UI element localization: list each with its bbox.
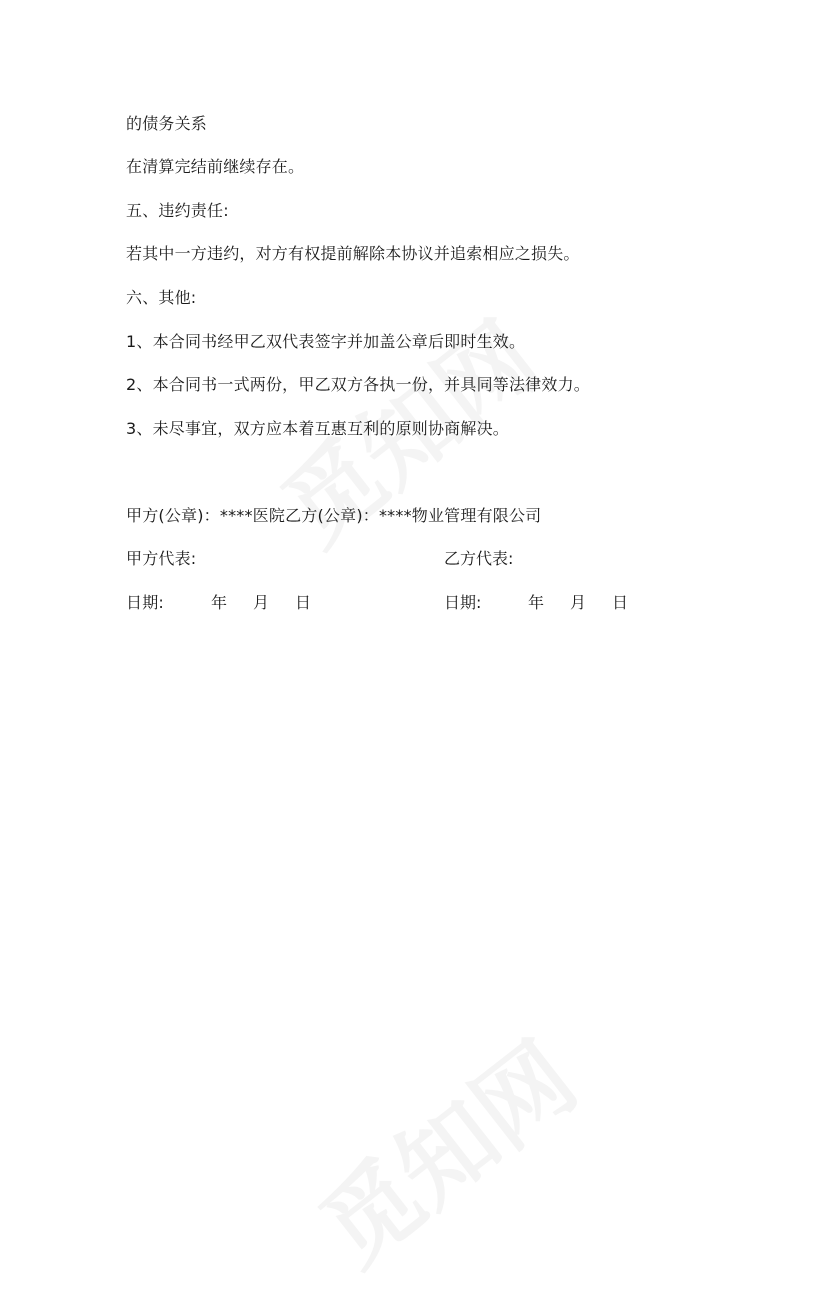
watermark	[288, 1006, 599, 1291]
paragraph-line: 的债务关系	[126, 114, 208, 133]
signature-parties-line: 甲方(公章)：****医院乙方(公章)：****物业管理有限公司	[126, 506, 542, 525]
date-day-a: 日	[295, 593, 312, 612]
paragraph-line: 在清算完结前继续存在。	[126, 157, 305, 176]
party-a-representative: 甲方代表:	[126, 549, 197, 568]
section-heading: 六、其他:	[126, 288, 197, 307]
date-day-b: 日	[612, 593, 629, 612]
paragraph-line: 若其中一方违约，对方有权提前解除本协议并追索相应之损失。	[126, 244, 580, 263]
date-year-a: 年	[211, 593, 228, 612]
section-heading: 五、违约责任:	[126, 201, 229, 220]
date-label-a: 日期:	[126, 593, 164, 612]
date-month-b: 月	[570, 593, 587, 612]
clause-item: 3、未尽事宜，双方应本着互惠互利的原则协商解决。	[126, 419, 509, 438]
clause-item: 1、本合同书经甲乙双代表签字并加盖公章后即时生效。	[126, 332, 526, 351]
party-b-representative: 乙方代表:	[444, 549, 514, 568]
date-year-b: 年	[528, 593, 545, 612]
date-label-b: 日期:	[444, 593, 482, 612]
date-month-a: 月	[253, 593, 270, 612]
clause-item: 2、本合同书一式两份，甲乙双方各执一份，并具同等法律效力。	[126, 375, 590, 394]
